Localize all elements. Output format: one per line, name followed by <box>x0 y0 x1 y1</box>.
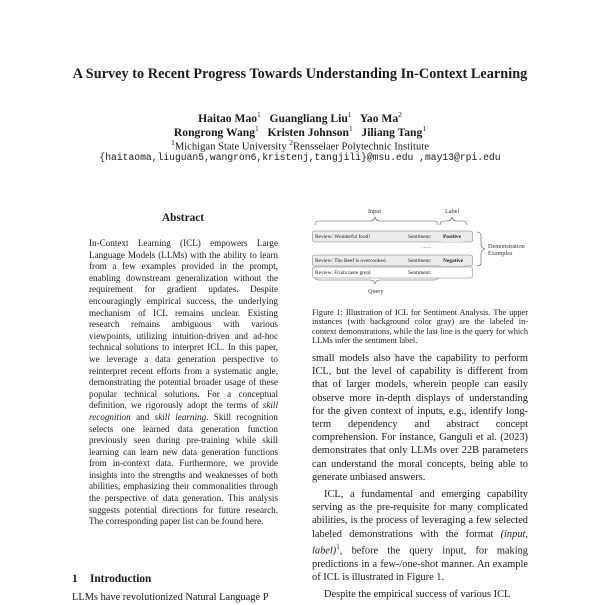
paper-title: A Survey to Recent Progress Towards Understanding In-Context Learning <box>72 66 528 82</box>
paragraph: Despite the empirical success of various ICL <box>324 588 511 600</box>
author-sup: 1 <box>422 124 427 133</box>
paragraph-text: ICL, a fundamental and emerging capability serving as the pre-requisite for many complicated abilities, is the process of leveraging a few selected labeled demonstrations with the format <box>312 489 528 540</box>
affil-sup: 1 <box>171 138 175 147</box>
affiliation-2: Rensselaer Polytechnic Institute <box>293 141 429 153</box>
figure-label-text: Negative <box>443 258 464 264</box>
figure-caption: Figure 1: Illustration of ICL for Sentiment Analysis. The upper instances (with background color gray) are the labeled in-context demonstrations, while the last line is the query for which LLMs infer the sentiment label. <box>312 308 528 346</box>
author-sup: 1 <box>257 110 261 119</box>
abstract-text: . Skill recognition selects one learned data generation function previously seen during pre-training while skill learning can learn new data generation functions from in-context data. Furthermore, we provide insights into the strengths and weaknesses of both abilities, emphasizing their commonalities through the perspective of data generation. This analysis suggests potential directions for future research. The corresponding paper list can be found here. <box>89 411 278 527</box>
abstract-text: In-Context Learning (ICL) empowers Large Language Models (LLMs) with the ability to learn from a few examples provided in the prompt, enabling downstream generalization without the requirement for gradient updates. Despite encouragingly empirical success, the underlying mechanism of ICL remains unclear. Existing research remains ambiguous with various viewpoints, utilizing intuition-driven and ad-hoc technical solutions to interpret ICL. In this paper, we leverage a data generation perspective to reinterpret recent efforts from a systematic angle, demonstrating the potential broader usage of these popular technical solutions. For a conceptual definition, we rigorously adopt the terms of <box>89 238 278 411</box>
author-line-1 <box>0 110 600 125</box>
section-title: Introduction <box>90 573 152 585</box>
author-name: Guangliang Liu <box>269 111 348 125</box>
figure-review-text: Review: The Beef is overcooked. <box>315 258 387 264</box>
author-line-2 <box>0 124 600 139</box>
affiliations <box>0 138 600 153</box>
author-emails: {haitaoma,liuguan5,wangron6,kristenj,tangjili}@msu.edu ,may13@rpi.edu <box>99 152 501 163</box>
figure-query-label: Query <box>368 288 384 295</box>
figure-review-text: Review: Wonderful food! <box>315 234 371 240</box>
intro-first-line: LLMs have revolutionized Natural Language P <box>72 592 269 603</box>
paragraph <box>312 488 528 584</box>
figure-demo-row <box>312 256 482 266</box>
author-name: Haitao Mao <box>198 111 258 125</box>
author-name: Jiliang Tang <box>361 125 423 139</box>
abstract-text: and <box>130 411 155 422</box>
figure-label-label: Label <box>445 208 460 215</box>
figure-query-row <box>312 268 482 278</box>
figure-sentiment-text: Sentiment: <box>408 234 432 240</box>
figure-input-label: Input <box>368 208 382 215</box>
author-sup: 1 <box>348 124 353 133</box>
section-number: 1 <box>72 573 78 585</box>
author-name: Rongrong Wang <box>173 125 255 139</box>
abstract-body <box>89 238 278 528</box>
footnote-mark: 1 <box>336 542 340 551</box>
figure-sentiment-text: Sentiment: <box>408 258 432 264</box>
figure-demos-label: Demonstration Examples <box>488 243 525 257</box>
paragraph-emphasis: (input, label) <box>312 528 528 557</box>
figure-review-text: Review: Fruits taste great. <box>315 270 372 276</box>
author-name: Yao Ma <box>359 111 399 125</box>
affiliation-1: Michigan State University <box>174 141 290 153</box>
author-sup: 2 <box>398 110 402 119</box>
author-sup: 1 <box>347 110 352 119</box>
figure-demo-row <box>312 232 482 242</box>
author-sup: 1 <box>255 124 259 133</box>
figure-ellipsis: ...... <box>422 244 431 250</box>
abstract-heading: Abstract <box>161 212 205 224</box>
figure-1 <box>312 208 526 300</box>
author-name: Kristen Johnson <box>267 125 349 139</box>
abstract-emphasis: skill learning <box>154 411 207 422</box>
section-heading-introduction <box>72 573 151 585</box>
right-column-body <box>312 352 528 605</box>
paragraph: small models also have the capability to perform ICL, but the level of capability is different from that of larger models, wherein people can easily observe more in-depth displays of understanding for the given context of inputs, e.g., identify long-term dependency and abstract concept comprehension. For instance, Ganguli et al. (2023) demonstrates that only LLMs over 22B parameters can understand the moral concepts, being able to generate unbiased answers. <box>312 353 528 483</box>
figure-sentiment-text: Sentiment: <box>408 270 432 276</box>
abstract-emphasis: skill recognition <box>89 400 278 422</box>
figure-label-text: Positive <box>443 234 461 240</box>
paragraph-text: , before the query input, for making predictions in a few-/one-shot manner. An example of ICL is illustrated in Figure 1. <box>312 545 528 583</box>
affil-sup: 2 <box>289 138 294 147</box>
